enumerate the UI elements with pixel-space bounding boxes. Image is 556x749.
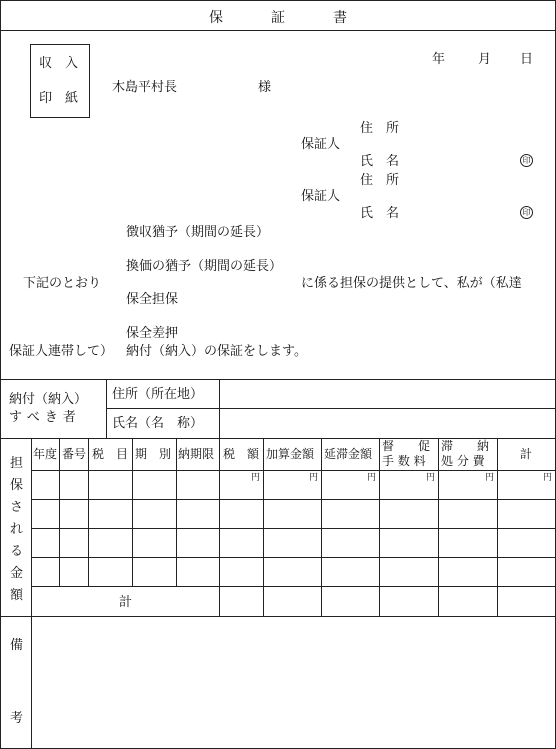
guarantor1-name-label: 氏 名 [360,154,400,169]
payer-divider-2 [219,379,220,438]
body-line2-end: 納付（納入）の保証をします。 [126,344,307,359]
option-preservation-seizure: 保全差押 [126,326,179,341]
amount-table-bottom [1,616,555,617]
header-demand-line1: 督 促 [382,439,431,453]
payer-address-label: 住所（所在地） [112,387,204,402]
payer-divider-1 [106,379,107,438]
addressee-honorific: 様 [258,80,272,95]
amount-side-label-5: る [10,544,24,559]
header-surcharge: 加算金額 [266,447,315,461]
title-divider [1,30,555,31]
addressee-name: 木島平村長 [112,80,178,95]
guarantor2-seal-icon: 印 [520,206,533,219]
yen-unit-surcharge: 円 [309,473,319,483]
col-line-delinquency [379,438,380,616]
header-delinquency: 延滞金額 [324,447,373,461]
yen-unit-delinquency: 円 [367,473,377,483]
guarantor1-label: 保証人 [301,137,341,152]
amount-side-label-1: 担 [10,456,24,471]
stamp-label-line2: 印 紙 [39,91,79,106]
col-line-due [219,438,220,616]
stamp-label-line1: 収 入 [39,56,79,71]
header-tax-amount: 税 額 [223,447,260,461]
col-line-demand [438,438,439,616]
option-preservation-security: 保全担保 [126,292,179,307]
payer-label-line2: すべき者 [9,410,81,425]
header-tax-type: 税 目 [92,447,129,461]
guarantor2-name-label: 氏 名 [360,206,400,221]
option-collection-deferral: 徴収猶予（期間の延長） [126,225,270,240]
col-line-number [88,438,89,586]
col-line-arrears [497,438,498,616]
amount-side-label-2: 保 [10,478,24,493]
date-day-label: 日 [520,52,534,67]
body-line2-start: 保証人連帯して） [9,344,114,359]
total-row-label: 計 [119,595,133,610]
guarantor2-label: 保証人 [301,189,341,204]
amount-row-line-2 [31,528,555,529]
payer-top-border [1,379,555,380]
yen-unit-total: 円 [543,473,553,483]
payer-label-line1: 納付（納入） [9,392,88,407]
guarantor1-seal-icon: 印 [520,154,533,167]
header-arrears-line2: 処 分 費 [441,454,485,468]
amount-row-line-3 [31,557,555,558]
amount-header-bottom [31,470,555,471]
col-line-tax-type [132,438,133,586]
yen-unit-tax: 円 [251,473,261,483]
amount-side-label-3: さ [10,500,24,515]
header-demand-line2: 手 数 料 [382,454,426,468]
header-total: 計 [520,447,533,461]
date-year-label: 年 [432,52,446,67]
revenue-stamp-box [30,44,90,118]
yen-unit-arrears: 円 [485,473,495,483]
option-conversion-deferral: 換価の猶予（期間の延長） [126,259,283,274]
remarks-label-top: 備 [10,638,24,653]
payer-mid-border [106,408,555,409]
header-due-date: 納期限 [178,447,215,461]
header-arrears-line1: 滞 納 [441,439,490,453]
col-line-tax [263,438,264,616]
col-line-year [59,438,60,586]
amount-side-label-4: れ [10,522,24,537]
body-middle-text: に係る担保の提供として、私が（私達 [301,276,522,291]
body-lead-text: 下記のとおり [23,276,102,291]
amount-side-label-6: 金 [10,566,24,581]
header-period: 期 別 [135,447,172,461]
header-year: 年度 [33,447,58,461]
guarantor2-address-label: 住 所 [360,173,400,188]
payer-name-label: 氏名（名 称） [112,416,204,431]
left-label-column-border [31,438,32,748]
form-title: 保証書 [209,10,395,26]
amount-row-line-1 [31,499,555,500]
col-line-surcharge [321,438,322,616]
col-line-period [176,438,177,586]
amount-side-label-7: 額 [10,588,24,603]
guarantor1-address-label: 住 所 [360,121,400,136]
header-number: 番号 [62,447,87,461]
remarks-label-bottom: 考 [10,711,24,726]
amount-row-line-4 [31,586,555,587]
date-month-label: 月 [478,52,492,67]
yen-unit-demand: 円 [426,473,436,483]
